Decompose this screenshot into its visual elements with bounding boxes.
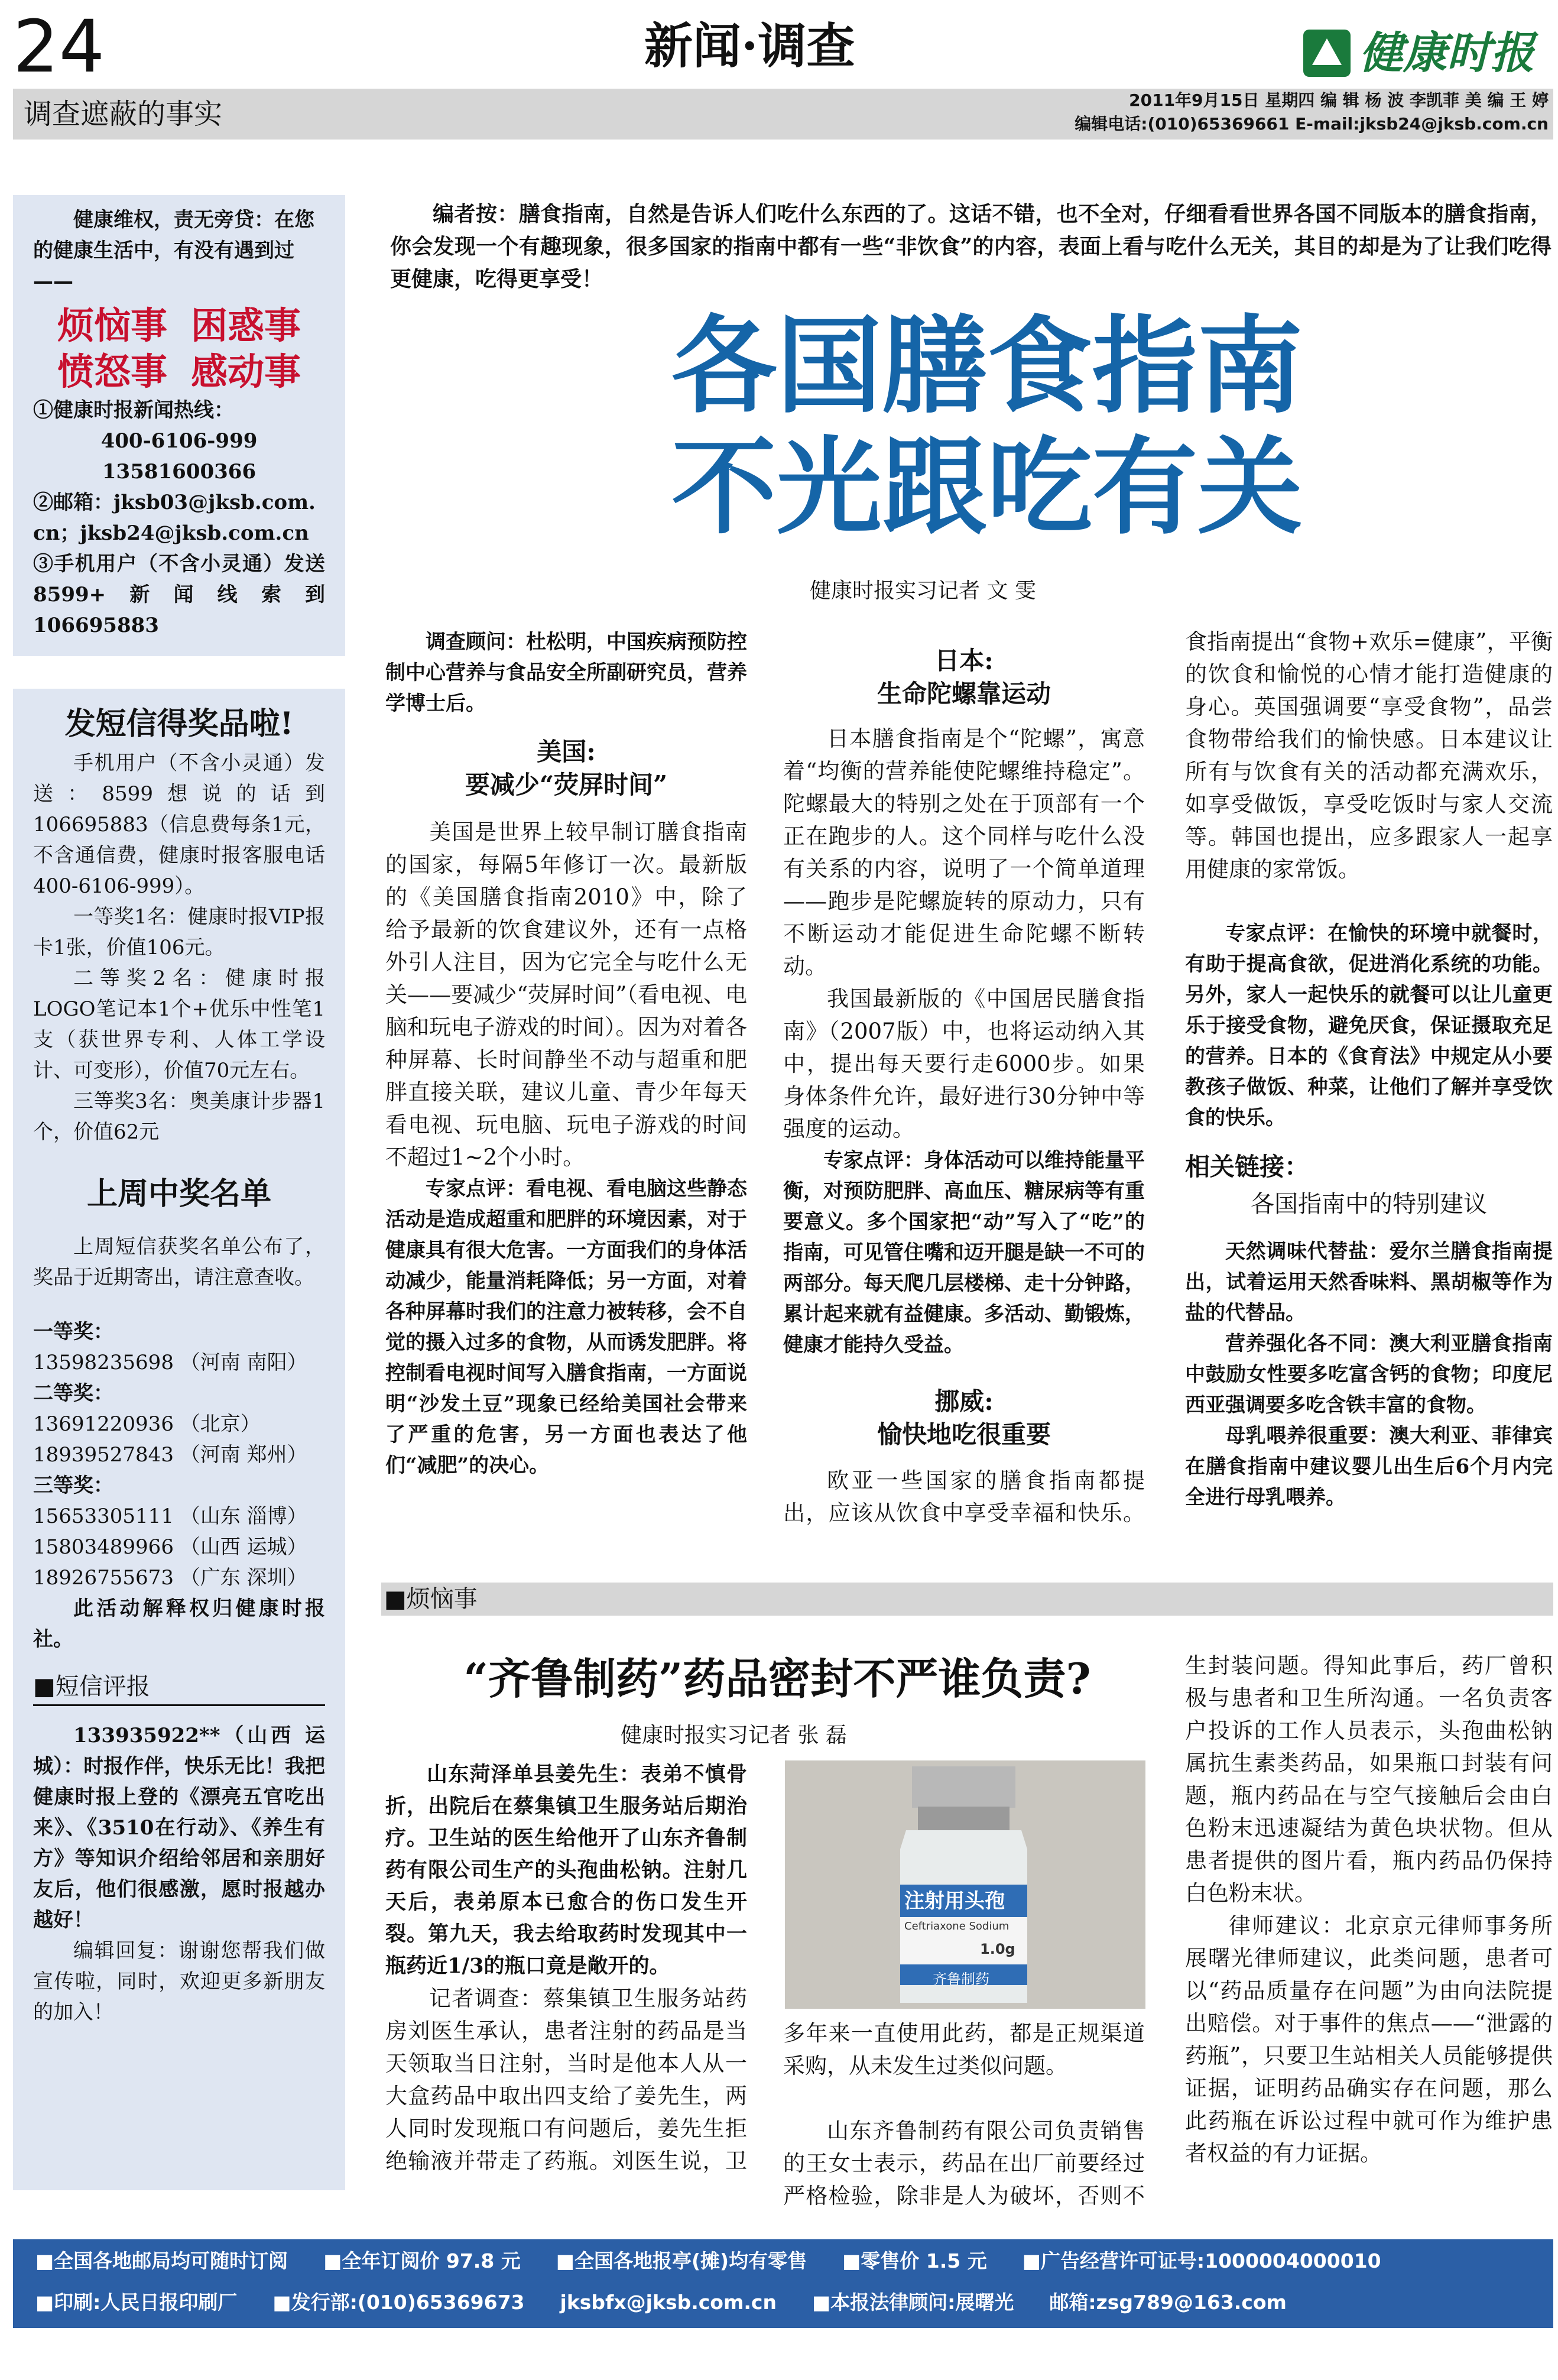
footer-license: ■广告经营许可证号:1000004000010 [1022,2249,1381,2272]
footer-price: ■零售价 1.5 元 [842,2249,987,2272]
editor-reply: 编辑回复：谢谢您帮我们做宣传啦，同时，欢迎更多新朋友的加入！ [33,1939,325,2024]
article2-byline: 健康时报实习记者 张 磊 [621,1723,847,1747]
pharma-response-cont [1185,1649,1553,1909]
winner-third-2: 15803489966 （山西 运城） [33,1535,307,1559]
japan-subtitle: 生命陀螺靠运动 [877,679,1051,708]
vial-sublabel: Ceftriaxone Sodium [904,1920,1010,1932]
reporter-investigation-cont [783,2017,1145,2115]
winner-third-1: 15653305111 （山东 淄博） [33,1504,307,1528]
brand-logo [1300,24,1558,83]
pharma-response-continued: 生封装问题。得知此事后，药厂曾积极与患者和卫生所沟通。一名负责客户投诉的工作人员表示，头孢曲松钠属抗生素类药品，如果瓶口封装有问题，瓶内药品在与空气接触后会由白色粉末迅速凝结为黄色块状物。但从患者提供的图片看，瓶内药品仍保持白色粉末状。 [1185,1653,1553,1906]
norway-body: 欧亚一些国家的膳食指南都提出，应该从饮食中享受幸福和快乐。 [783,1468,1145,1526]
footer-distribution: ■发行部:(010)65369673 [272,2291,525,2314]
winner-second-2: 18939527843 （河南 郑州） [33,1443,307,1467]
sms-prize-second: 二等奖2名：健康时报LOGO笔记本1个+优乐中性笔1支（获世界专利、人体工学设计、可变形），价值70元左右。 [33,967,325,1082]
winners-intro: 上周短信获奖名单公布了，奖品于近期寄出，请注意查收。 [33,1235,325,1289]
headline-line-1: 各国膳食指南 [671,305,1303,427]
vial-label: 注射用头孢 [904,1889,1005,1913]
norway-body-cont [1185,625,1553,918]
article1-col1 [385,627,747,1481]
usa-title: 美国: [537,737,596,766]
hotline-number-1[interactable]: 400-6106-999 [100,429,258,453]
norway-title: 挪威: [934,1387,994,1416]
footer-printer: ■印刷:人民日报印刷厂 [35,2291,238,2314]
pharma-response: 山东齐鲁制药有限公司负责销售的王女士表示，药品在出厂前要经过严格检验，除非是人为破坏，否则不 [783,2118,1145,2209]
byline: 健康时报实习记者 文 雯 [810,579,1036,603]
section-tag: ■烦恼事 [384,1585,478,1613]
advisor-note: 调查顾问：杜松明，中国疾病预防控制中心营养与食品安全所副研究员，营养学博士后。 [385,630,747,715]
sms-prize-box [13,689,345,2190]
article2-col2 [783,2017,1145,2212]
lawyer-advice: 律师建议：北京京元律师事务所展曙光律师建议，此类问题，患者可以“药品质量存在问题”为由向法院提出赔偿。对于事件的焦点——“泄露的药瓶”，只要卫生站相关人员能够提供证据，证明药品确实存在问题，那么此药瓶在诉讼过程中就可作为维护患者权益的有力证据。 [1185,1913,1553,2166]
section-title: 新闻·调查 [644,18,855,74]
article1-col3 [1185,625,1553,1513]
sms-prize-rules: 手机用户（不含小灵通）发送：8599想说的话到106695883（信息费每条1元，不含通信费，健康时报客服电话400-6106-999）。 [33,751,325,898]
reader-review: 133935922**（山西 运城）：时报作伴，快乐无比！我把健康时报上登的《漂亮五官吃出来》、《3510在行动》、《养生有方》等知识介绍给邻居和亲朋好友后，他们很感激，愿时报越办越好！ [33,1724,325,1932]
hotline-box [13,195,345,656]
footer-retail: ■全国各地报亭(摊)均有零售 [556,2249,807,2272]
footer-price-year: ■全年订阅价 97.8 元 [323,2249,521,2272]
page-number: 24 [13,5,105,89]
tag-touch: 感动事 [191,350,301,393]
headline-line-2: 不光跟吃有关 [671,426,1303,549]
links-title: 相关链接： [1185,1152,1310,1181]
winner-third-3: 18926755673 （广东 深圳） [33,1566,307,1590]
column-name: 调查遮蔽的事实 [24,98,223,131]
japan-body-1: 日本膳食指南是个“陀螺”，寓意着“均衡的营养能使陀螺维持稳定”。陀螺最大的特别之处在于顶部有一个正在跑步的人。这个同样与吃什么没有关系的内容，说明了一个简单道理——跑步是陀螺旋转的原动力，只有不断运动才能促进生命陀螺不断转动。 [783,726,1145,979]
footer-row-2 [35,2283,1549,2322]
footer-subscribe: ■全国各地邮局均可随时订阅 [35,2249,288,2272]
hotline-mail[interactable]: ②邮箱：jksb03@jksb.com.cn；jksb24@jksb.com.cn [33,491,316,545]
tag-anger: 愤怒事 [57,350,167,393]
sms-prize-third: 三等奖3名：奥美康计步器1个，价值62元 [33,1090,325,1144]
usa-expert: 专家点评：看电视、看电脑这些静态活动是造成超重和肥胖的环境因素，对于健康具有很大危害。一方面我们的身体活动减少，能量消耗降低；另一方面，对着各种屏幕时我们的注意力被转移，会不自觉的摄入过多的食物，从而诱发肥胖。将控制看电视时间写入膳食指南，一方面说明“沙发土豆”现象已经给美国社会带来了严重的危害，另一方面也表达了他们“减肥”的决心。 [385,1177,747,1477]
sms-prize-first: 一等奖1名：健康时报VIP报卡1张，价值106元。 [33,905,325,959]
usa-subtitle: 要减少“荧屏时间” [465,770,668,799]
norway-body-continued: 食指南提出“食物+欢乐=健康”，平衡的饮食和愉悦的心情才能打造健康的身心。英国强调要“享受食物”，品尝食物带给我们的愉快感。日本建议让所有与饮食有关的活动都充满欢乐，如享受做饭，享受吃饭时与家人交流等。韩国也提出，应多跟家人一起享用健康的家常饭。 [1185,629,1553,882]
footer-legal-email[interactable]: 邮箱:zsg789@163.com [1049,2291,1287,2314]
winner-second-1: 13691220936 （北京） [33,1412,261,1436]
japan-title: 日本: [934,646,994,675]
norway-expert: 专家点评：在愉快的环境中就餐时，有助于提高食欲，促进消化系统的功能。另外，家人一起快乐的就餐可以让儿童更乐于接受食物，避免厌食，保证摄取充足的营养。日本的《食育法》中规定从小要教孩子做饭、种菜，让他们了解并享受饮食的快乐。 [1185,922,1553,1130]
usa-body: 美国是世界上较早制订膳食指南的国家，每隔5年修订一次。最新版的《美国膳食指南2010》中，除了给予最新的饮食建议外，还有一点格外引人注目，因为它完全与吃什么无关——要减少“荧屏时间”（看电视、电脑和玩电子游戏的时间）。因为对着各种屏幕、长时间静坐不动与超重和肥胖直接关联，建议儿童、青少年每天看电视、玩电脑、玩电子游戏的时间不超过1~2个小时。 [385,819,747,1170]
winner-first-1: 13598235698 （河南 南阳） [33,1351,307,1374]
article1-col2 [783,644,1145,1529]
article2-col1 [385,1759,747,2177]
article2-headline: “齐鲁制药”药品密封不严谁负责? [463,1653,1091,1704]
footer-distribution-email[interactable]: jksbfx@jksb.com.cn [560,2291,777,2314]
footer-row-1 [35,2242,1549,2281]
rights-note: 此活动解释权归健康时报社。 [33,1597,325,1651]
hotline-label: ①健康时报新闻热线： [33,398,234,422]
editor-note: 编者按：膳食指南，自然是告诉人们吃什么东西的了。这话不错，也不全对，仔细看看世界各国不同版本的膳食指南，你会发现一个有趣现象，很多国家的指南中都有一些“非饮食”的内容，表面上看与吃什么无关，其目的却是为了让我们吃得更健康，吃得更享受！ [390,202,1551,291]
link-breastfeed: 母乳喂养很重要：澳大利亚、菲律宾在膳食指南中建议婴儿出生后6个月内完全进行母乳喂养。 [1185,1424,1553,1509]
reader-complaint: 山东菏泽单县姜先生：表弟不慎骨折，出院后在蔡集镇卫生服务站后期治疗。卫生站的医生给他开了山东齐鲁制药有限公司生产的头孢曲松钠。注射几天后，表弟原本已愈合的伤口发生开裂。第九天，我去给取药时发现其中一瓶药近1/3的瓶口竟是敞开的。 [385,1762,747,1978]
link-nutrition: 营养强化各不同：澳大利亚膳食指南中鼓励女性要多吃富含钙的食物；印度尼西亚强调要多吃含铁丰富的食物。 [1185,1332,1553,1417]
sms-prize-title: 发短信得奖品啦! [64,706,294,742]
hotline-sms: ③手机用户（不含小灵通）发送8599+新闻线索到106695883 [33,552,325,637]
links-subtitle: 各国指南中的特别建议 [1251,1191,1487,1218]
vial-maker: 齐鲁制药 [933,1971,989,1987]
brand-icon [1300,27,1353,80]
date-line: 2011年9月15日 星期四 编 辑 杨 波 李凯菲 美 编 王 婷 [1129,90,1549,110]
winners-third-label: 三等奖： [33,1474,113,1497]
winners-title: 上周中奖名单 [86,1176,271,1212]
hotline-intro: 健康维权，责无旁贷：在您的健康生活中，有没有遇到过—— [33,208,314,293]
tag-annoy: 烦恼事 [57,304,167,347]
japan-expert: 专家点评：身体活动可以维持能量平衡，对预防肥胖、高血压、糖尿病等有重要意义。多个国家把“动”写入了“吃”的指南，可见管住嘴和迈开腿是缺一不可的两部分。每天爬几层楼梯、走十分钟路，累计起来就有益健康。多活动、勤锻炼，健康才能持久受益。 [783,1149,1145,1357]
reporter-investigation-continued: 多年来一直使用此药，都是正规渠道采购，从未发生过类似问题。 [783,2021,1145,2079]
reporter-investigation: 记者调查：蔡集镇卫生服务站药房刘医生承认，患者注射的药品是当天领取当日注射，当时是他本人从一大盒药品中取出四支给了姜先生，两人同时发现瓶口有问题后，姜先生拒绝输液并带走了药瓶。刘医生说，卫 [385,1986,747,2174]
link-salt: 天然调味代替盐：爱尔兰膳食指南提出，试着运用天然香味料、黑胡椒等作为盐的代替品。 [1185,1240,1553,1325]
japan-body-2: 我国最新版的《中国居民膳食指南》（2007版）中，也将运动纳入其中，提出每天要行走6000步。如果身体条件允许，最好进行30分钟中等强度的运动。 [783,986,1145,1142]
tag-confuse: 困惑事 [191,304,301,347]
brand-name: 健康时报 [1359,28,1534,79]
article2-col3 [1185,1649,1553,2170]
review-title: ■短信评报 [33,1669,325,1706]
section-tag-bar [381,1583,1553,1616]
hotline-number-2[interactable]: 13581600366 [102,460,257,484]
norway-subtitle: 愉快地吃很重要 [877,1420,1051,1449]
winners-second-label: 二等奖： [33,1382,113,1405]
vial-dose: 1.0g [980,1941,1015,1957]
winners-first-label: 一等奖： [33,1320,113,1344]
footer-legal: ■本报法律顾问:展曙光 [812,2291,1014,2314]
vial-photo [785,1760,1145,2009]
contact-line: 编辑电话:(010)65369661 E-mail:jksb24@jksb.com.cn [1075,114,1549,134]
